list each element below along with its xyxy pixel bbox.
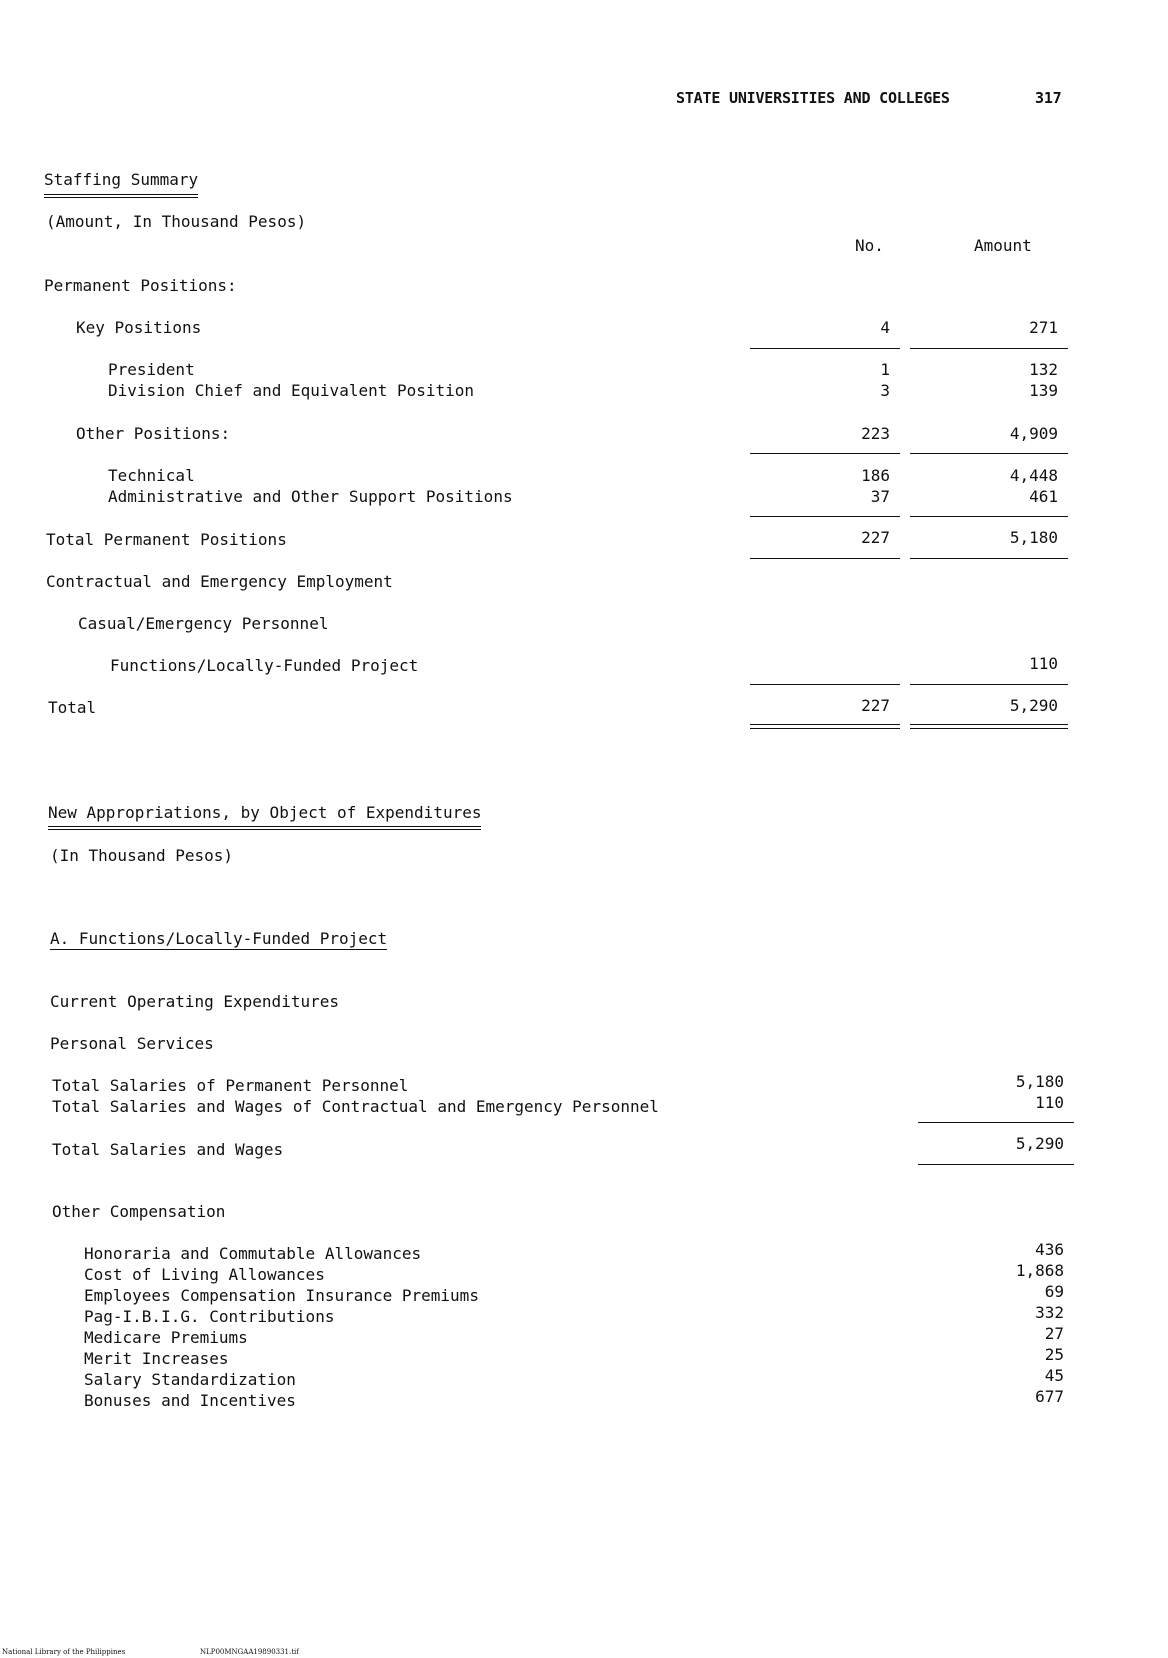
- rule: [910, 453, 1068, 454]
- total-permanent-no: 227: [861, 528, 890, 547]
- other-comp-label: Bonuses and Incentives: [84, 1391, 296, 1410]
- staffing-summary-title: Staffing Summary: [44, 170, 198, 198]
- total-no: 227: [861, 696, 890, 715]
- staffing-subtitle: (Amount, In Thousand Pesos): [46, 212, 307, 231]
- salaries-permanent-amount: 5,180: [1015, 1072, 1064, 1091]
- page-number: 317: [1035, 89, 1062, 107]
- president-no: 1: [880, 360, 890, 379]
- rule: [750, 516, 900, 517]
- other-compensation-label: Other Compensation: [52, 1202, 226, 1221]
- rule: [910, 684, 1068, 685]
- salaries-contractual-label: Total Salaries and Wages of Contractual and Emergency Personnel: [52, 1097, 659, 1116]
- footer-library: National Library of the Philippines: [2, 1648, 126, 1656]
- double-rule: [750, 724, 900, 729]
- division-chief-no: 3: [880, 381, 890, 400]
- salaries-contractual-amount: 110: [1035, 1093, 1064, 1112]
- technical-amount: 4,448: [1009, 466, 1058, 485]
- rule: [918, 1122, 1074, 1123]
- division-chief-amount: 139: [1029, 381, 1058, 400]
- president-amount: 132: [1029, 360, 1058, 379]
- other-comp-amount: 332: [1035, 1303, 1064, 1322]
- other-comp-amount: 69: [1044, 1282, 1064, 1301]
- current-operating-label: Current Operating Expenditures: [50, 992, 339, 1011]
- salaries-permanent-label: Total Salaries of Permanent Personnel: [52, 1076, 409, 1095]
- double-rule: [910, 724, 1068, 729]
- other-comp-label: Medicare Premiums: [84, 1328, 248, 1347]
- other-comp-amount: 27: [1044, 1324, 1064, 1343]
- rule: [750, 684, 900, 685]
- functions-label: Functions/Locally-Funded Project: [110, 656, 419, 675]
- running-header-title: STATE UNIVERSITIES AND COLLEGES: [676, 89, 950, 107]
- rule: [750, 348, 900, 349]
- technical-no: 186: [861, 466, 890, 485]
- key-positions-label: Key Positions: [76, 318, 202, 337]
- rule: [750, 558, 900, 559]
- technical-label: Technical: [108, 466, 195, 485]
- key-positions-no: 4: [880, 318, 890, 337]
- other-comp-amount: 1,868: [1015, 1261, 1064, 1280]
- other-positions-label: Other Positions:: [76, 424, 231, 443]
- appropriations-title: New Appropriations, by Object of Expenditures: [48, 803, 481, 830]
- rule: [910, 516, 1068, 517]
- admin-no: 37: [870, 487, 890, 506]
- other-comp-amount: 677: [1035, 1387, 1064, 1406]
- total-salaries-amount: 5,290: [1015, 1134, 1064, 1153]
- other-comp-label: Honoraria and Commutable Allowances: [84, 1244, 422, 1263]
- division-chief-label: Division Chief and Equivalent Position: [108, 381, 475, 400]
- contractual-label: Contractual and Emergency Employment: [46, 572, 393, 591]
- rule: [910, 348, 1068, 349]
- appropriations-subtitle: (In Thousand Pesos): [50, 846, 234, 865]
- footer-file: NLP00MNGAA19890331.tif: [200, 1648, 299, 1656]
- total-salaries-label: Total Salaries and Wages: [52, 1140, 284, 1159]
- admin-label: Administrative and Other Support Positions: [108, 487, 513, 506]
- personal-services-label: Personal Services: [50, 1034, 214, 1053]
- other-comp-amount: 45: [1044, 1366, 1064, 1385]
- rule: [910, 558, 1068, 559]
- president-label: President: [108, 360, 195, 379]
- casual-label: Casual/Emergency Personnel: [78, 614, 329, 633]
- permanent-positions-label: Permanent Positions:: [44, 276, 237, 295]
- other-positions-no: 223: [861, 424, 890, 443]
- rule: [918, 1164, 1074, 1165]
- total-amount: 5,290: [1009, 696, 1058, 715]
- total-permanent-label: Total Permanent Positions: [46, 530, 287, 549]
- other-comp-amount: 436: [1035, 1240, 1064, 1259]
- other-comp-label: Cost of Living Allowances: [84, 1265, 325, 1284]
- key-positions-amount: 271: [1029, 318, 1058, 337]
- other-comp-label: Salary Standardization: [84, 1370, 296, 1389]
- functions-amount: 110: [1029, 654, 1058, 673]
- total-permanent-amount: 5,180: [1009, 528, 1058, 547]
- col-amount-header: Amount: [974, 236, 1032, 255]
- admin-amount: 461: [1029, 487, 1058, 506]
- other-positions-amount: 4,909: [1009, 424, 1058, 443]
- section-a-title: A. Functions/Locally-Funded Project: [50, 929, 388, 948]
- rule: [750, 453, 900, 454]
- other-comp-amount: 25: [1044, 1345, 1064, 1364]
- total-label: Total: [48, 698, 97, 717]
- col-no-header: No.: [855, 236, 884, 255]
- other-comp-label: Employees Compensation Insurance Premiums: [84, 1286, 479, 1305]
- other-comp-label: Merit Increases: [84, 1349, 229, 1368]
- other-comp-label: Pag-I.B.I.G. Contributions: [84, 1307, 335, 1326]
